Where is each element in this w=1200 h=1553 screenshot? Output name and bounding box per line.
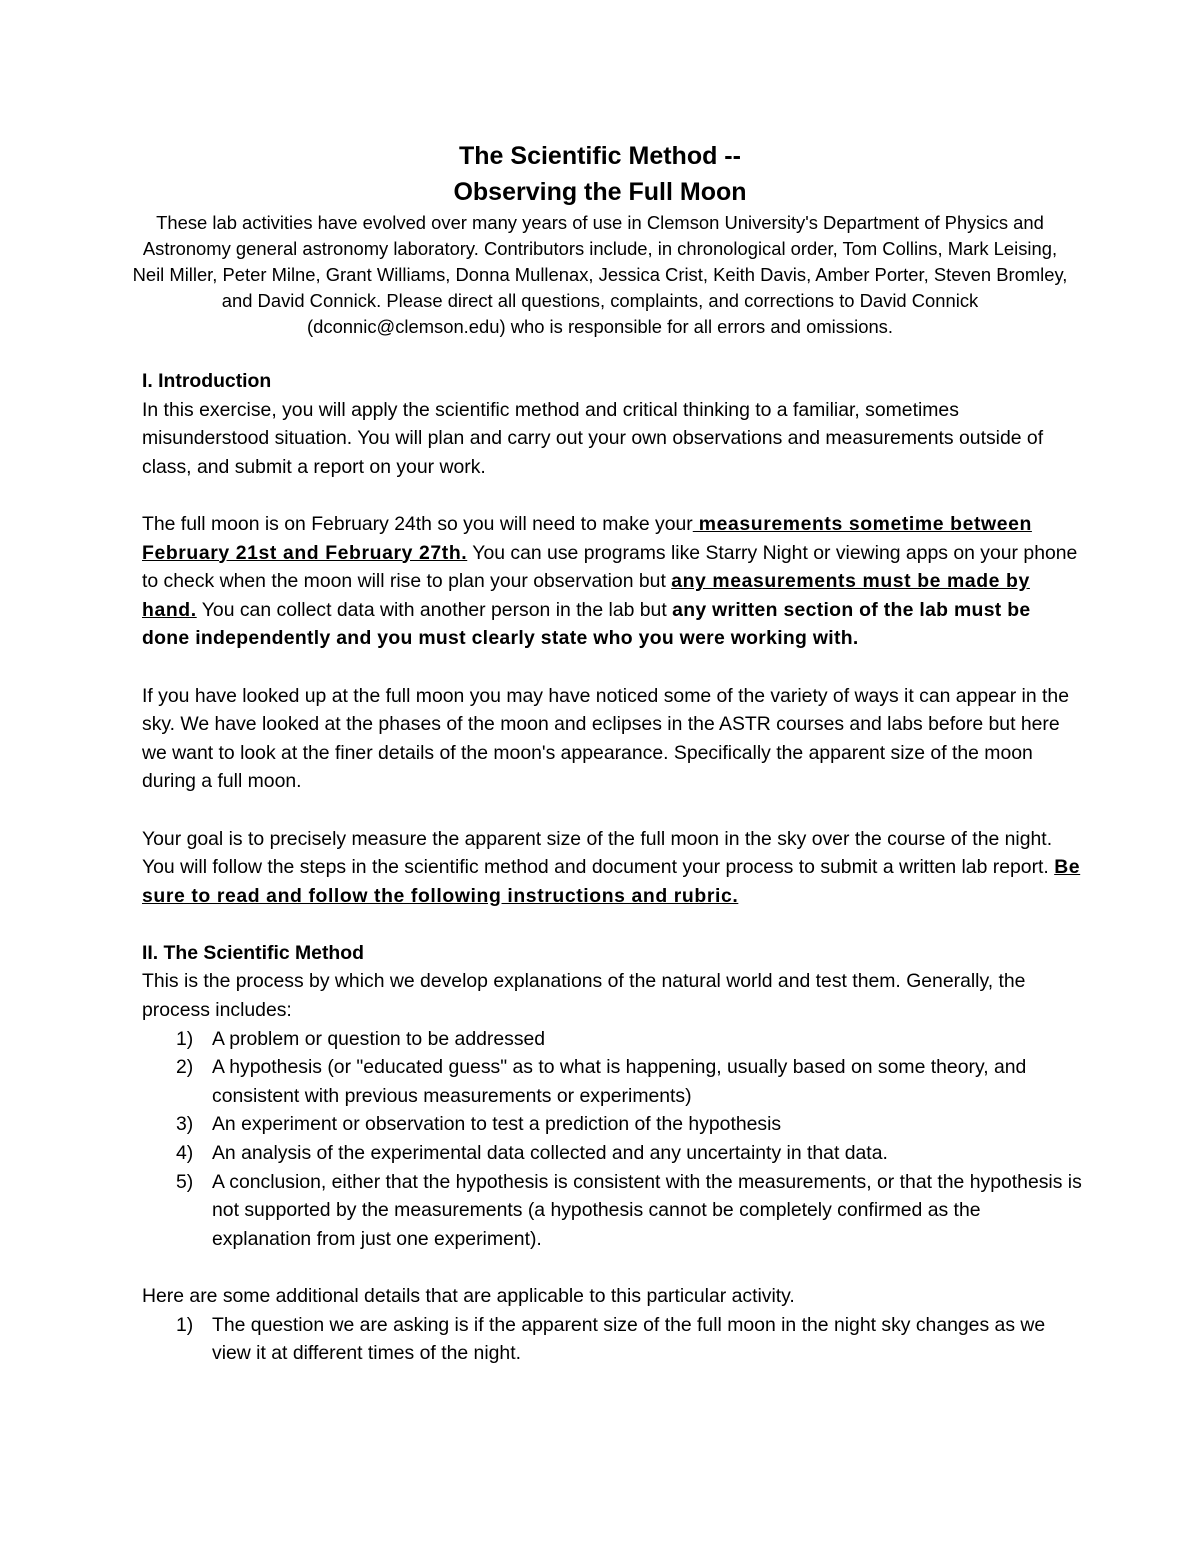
list-item-text: A conclusion, either that the hypothesis is consistent with the measurements, or that the hypothesis is not supported by the measurements (a hypothesis cannot be completely confirmed as the explanation from just one experiment). xyxy=(212,1170,1082,1250)
list-item-text: The question we are asking is if the apparent size of the full moon in the night sky changes as we view it at different times of the night. xyxy=(212,1313,1046,1365)
list-item-text: A hypothesis (or "educated guess" as to what is happening, usually based on some theory, and consistent with previous measurements or experiments) xyxy=(212,1056,1027,1107)
intro-p2-bold-1: measurements sometime between February 21st and February 27th. xyxy=(142,512,1032,564)
intro-p4-bold-1: Be sure to read and follow the following instructions and rubric. xyxy=(142,856,1081,907)
list-item-number: 4) xyxy=(176,1142,194,1165)
intro-p2-bold-3: any written section of the lab must be done independently and you must clearly state who you were working with. xyxy=(142,598,1031,650)
document-body xyxy=(142,367,1082,1368)
document-title-line-2: Observing the Full Moon xyxy=(453,178,747,206)
intro-paragraph-1: In this exercise, you will apply the scientific method and critical thinking to a familiar, sometimes misunderstood situation. You will plan and carry out your own observations and measurements outside of class, and submit a report on your work. xyxy=(142,398,1044,478)
intro-p2-text-1: The full moon is on February 24th so you will need to make your xyxy=(142,512,693,535)
document-title-line-1: The Scientific Method -- xyxy=(459,142,741,170)
section-heading-introduction: I. Introduction xyxy=(142,370,272,392)
list-item xyxy=(142,1110,1082,1139)
details-list xyxy=(142,1311,1082,1368)
intro-p2-text-2: You can use programs like Starry Night or viewing apps on your phone to check when the moon will rise to plan your observation but xyxy=(142,541,1078,593)
list-item-number: 3) xyxy=(176,1113,194,1136)
section-heading-scientific-method: II. The Scientific Method xyxy=(142,941,364,964)
list-item xyxy=(142,1025,1082,1054)
title-block xyxy=(100,138,1100,340)
intro-paragraph-4 xyxy=(142,825,1082,911)
list-item-number: 1) xyxy=(176,1313,194,1336)
credits-paragraph: These lab activities have evolved over many years of use in Clemson University's Department of Physics and Astronomy general astronomy laboratory. Contributors include, in chronological order, Tom Collins, Mark Leising, Neil Miller, Peter Milne, Grant Williams, Donna Mullenax, Jessica Crist, Keith Davis, Amber Porter, Steven Bromley, and David Connick. Please direct all questions, complaints, and corrections to David Connick (dconnic@clemson.edu) who is responsible for all errors and omissions. xyxy=(132,212,1068,337)
intro-p4-text-1: Your goal is to precisely measure the apparent size of the full moon in the sky over the course of the night. You will follow the steps in the scientific method and document your process to submit a written lab report. xyxy=(142,827,1055,879)
list-item xyxy=(142,1168,1082,1254)
method-paragraph-1: This is the process by which we develop explanations of the natural world and test them. Generally, the process includes: xyxy=(142,970,1026,1022)
method-steps-list xyxy=(142,1025,1082,1254)
intro-p2-bold-2: any measurements must be made by hand. xyxy=(142,570,1030,621)
list-item-text: An analysis of the experimental data collected and any uncertainty in that data. xyxy=(212,1142,888,1165)
list-item xyxy=(142,1053,1082,1110)
intro-paragraph-2 xyxy=(142,510,1082,653)
list-item xyxy=(142,1311,1082,1368)
list-item-text: A problem or question to be addressed xyxy=(212,1027,546,1050)
list-item-number: 2) xyxy=(176,1056,194,1079)
list-item xyxy=(142,1139,1082,1168)
list-item-number: 1) xyxy=(176,1027,194,1050)
list-item-number: 5) xyxy=(176,1170,194,1193)
method-paragraph-2: Here are some additional details that are applicable to this particular activity. xyxy=(142,1285,795,1307)
intro-paragraph-3: If you have looked up at the full moon you may have noticed some of the variety of ways it can appear in the sky. We have looked at the phases of the moon and eclipses in the ASTR courses and labs before but here we want to look at the finer details of the moon's appearance. Specifically the apparent size of the moon during a full moon. xyxy=(142,684,1069,793)
intro-p2-text-3: You can collect data with another person in the lab but xyxy=(196,598,673,621)
list-item-text: An experiment or observation to test a prediction of the hypothesis xyxy=(212,1113,782,1136)
